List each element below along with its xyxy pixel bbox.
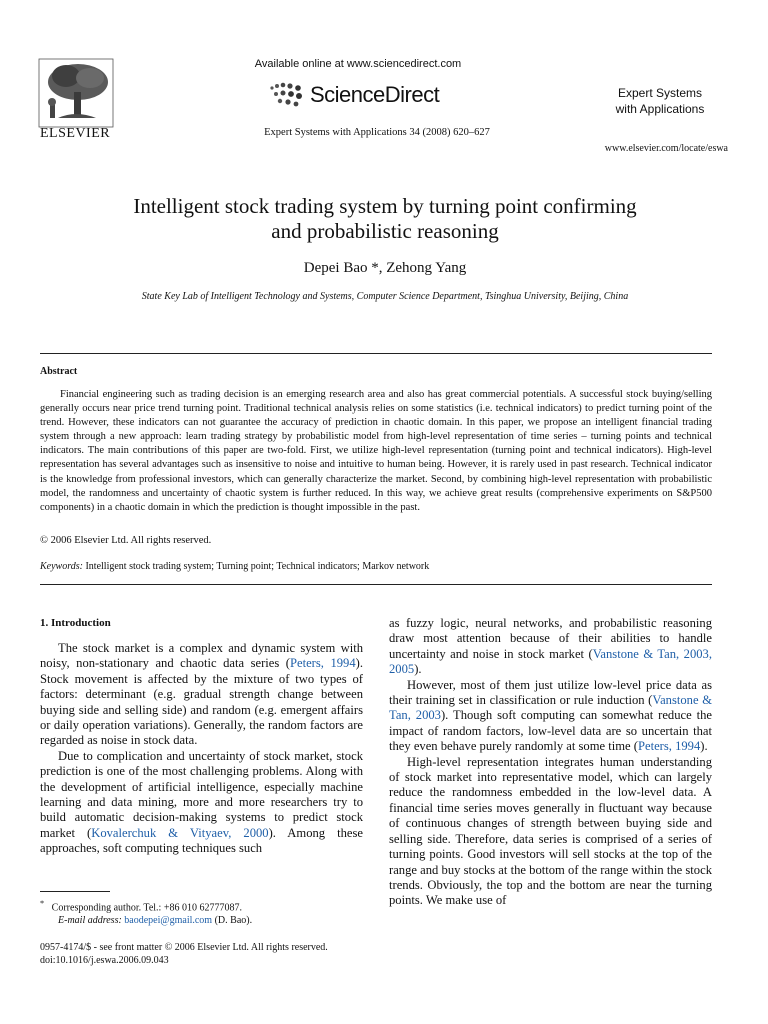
citation-link[interactable]: Peters, 1994 [638,739,701,754]
right-column [389,616,712,909]
keywords-label: Keywords: [40,561,83,572]
email-link[interactable]: baodepei@gmail.com [124,915,213,927]
footnote-email: E-mail address: baodepei@gmail.com (D. Bao). [58,915,253,927]
section-heading: 1. Introduction [40,617,111,629]
doi-line[interactable]: doi:10.1016/j.eswa.2006.09.043 [40,955,169,966]
front-matter [40,941,380,967]
sciencedirect-logo[interactable] [268,80,468,110]
footnote [40,897,363,927]
intro-paragraph-2: Due to complication and uncertainty of stock market, stock prediction is one of the most challenging problems. Along with the development of artificial intelligence, especially machine learning and data mining, more and more researchers try to build automatic decision-making systems to predict stock market (Kovalerchuk & Vityaev, 2000). Among these approaches, soft computing techniques such [40,748,364,856]
left-column [40,641,363,857]
publisher-name: ELSEVIER [40,126,111,141]
keywords [40,561,429,572]
elsevier-tree-logo [38,58,114,128]
intro-paragraph-4: However, most of them just utilize low-level price data as their training set in classification or rule induction (Vanstone & Tan, 2003). Though soft computing can somewhat reduce the impact of random factors, low-level data are so uncertain that they even behave purely randomly at some time (Peters, 1994). [389,677,712,754]
author-list [40,260,730,277]
footnote-divider [40,891,110,892]
journal-name-line2: with Applications [615,102,705,116]
intro-paragraph-3: as fuzzy logic, neural networks, and probabilistic reasoning draw most attention because of their abilities to handle uncertainty and noise in stock market (Vanstone & Tan, 2003, 2005). [389,616,712,677]
abstract-copyright: © 2006 Elsevier Ltd. All rights reserved. [40,535,212,546]
divider [40,353,712,354]
abstract-paragraph: Financial engineering such as trading decision is an emerging research area and also has great commercial potentials. A successful stock buying/selling generally occurs near price trend turning point. Traditional technical analysis relies on some statistics (i.e. technical indicators) to predict turning point of the trend. However, these indicators can not guarantee the accuracy of prediction in chaotic domain. In this paper, we propose an intelligent financial trading system through a new approach: learn trading strategy by probabilistic model from high-level representation of time series – turning points and technical indicators. The main contributions of this paper are two-fold. First, we utilize high-level representation (turning point and technical indicators). High-level representation has several advantages such as insensitive to noise and intuitive to human being. However, it is rarely used in past research. Technical indicator is the knowledge from professional investors, which can generally characterize the market. Second, by combining high-level representation with probabilistic model, the randomness and uncertainty of chaotic system is further reduced. In this way, we achieve great results (comprehensive experiments on S&P500 components) in a chaotic domain in which the prediction is thought impossible in the past. [40,389,712,513]
footnote-corresponding: * Corresponding author. Tel.: +86 010 62777087. [40,899,242,914]
affiliation: State Key Lab of Intelligent Technology and Systems, Computer Science Department, Tsinghua University, Beijing, China [141,291,629,302]
divider [40,584,712,585]
journal-name-line1: Expert Systems [617,86,703,100]
author-1[interactable]: Depei Bao [303,260,368,276]
title-line1: Intelligent stock trading system by turning point confirming [133,194,637,218]
citation-link[interactable]: Peters, 1994 [290,656,356,671]
citation-link[interactable]: Vanstone & Tan, 2003, 2005 [389,646,712,677]
paper-title [40,194,730,244]
sciencedirect-wordmark: ScienceDirect [310,82,440,107]
intro-paragraph-1: The stock market is a complex and dynamic system with noisy, non-stationary and chaotic data series (Peters, 1994). Stock movement is affected by the mixture of two types of factors: determinant (e.g. gradual strength change between buying side and selling side) and random (e.g. emergent affairs or daily operation variations). Generally, the random factors are regarded as noise in stock data. [40,641,363,748]
available-online-text[interactable]: Available online at www.sciencedirect.com [254,58,462,70]
journal-name [600,85,720,117]
journal-url-link[interactable]: www.elsevier.com/locate/eswa [604,143,728,154]
intro-paragraph-5: High-level representation integrates human understanding of stock market into representative model, which can largely reduce the randomness embedded in the low-level data. A financial time series moves generally in fluctuant way because of continuous changes of strength between buying side and selling side. Therefore, data series is comprised of a series of turning points. Good investors will sell stocks at the top of the range and buy stocks at the bottom of the range within the stock trends. Obviously, the top and the bottom are near the turning points. We make use of [389,754,712,908]
corresponding-author-mark[interactable]: *, [367,260,387,276]
title-line2: and probabilistic reasoning [271,219,499,243]
abstract-heading: Abstract [40,366,78,377]
citation-link[interactable]: Vanstone & Tan, 2003 [389,693,712,723]
author-2[interactable]: Zehong Yang [386,260,467,276]
keywords-list: Intelligent stock trading system; Turning point; Technical indicators; Markov network [85,561,430,572]
journal-reference: Expert Systems with Applications 34 (2008) 620–627 [264,127,490,138]
abstract-text [40,388,712,515]
issn-line: 0957-4174/$ - see front matter © 2006 Elsevier Ltd. All rights reserved. [40,942,328,953]
citation-link[interactable]: Kovalerchuk & Vityaev, 2000 [91,825,269,840]
footnote-mark: * [40,899,45,908]
sciencedirect-dots-icon [268,80,308,110]
